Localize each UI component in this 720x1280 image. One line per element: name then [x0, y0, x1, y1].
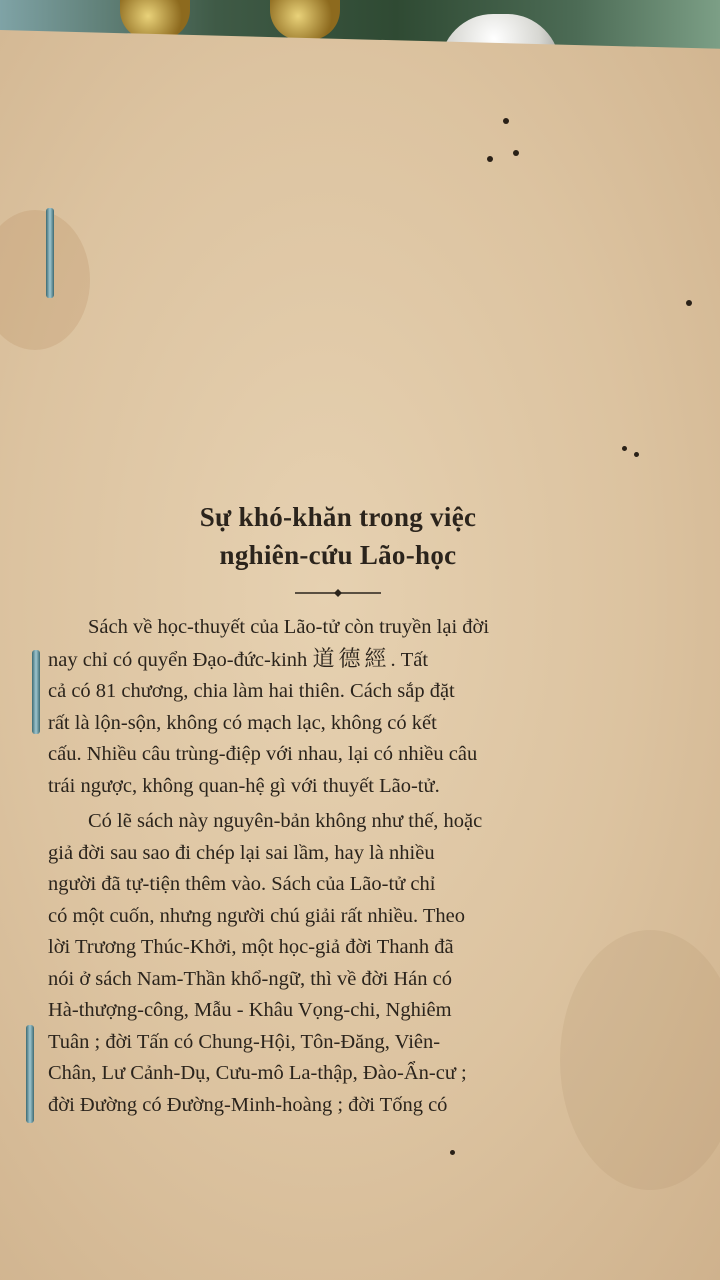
chapter-title — [48, 498, 628, 574]
paragraph-1-line-2-end: . Tất — [390, 648, 429, 671]
paragraph-1 — [48, 612, 628, 802]
ink-speck — [686, 300, 692, 306]
ink-speck — [503, 118, 509, 124]
paragraph-2-line-4: có một cuốn, nhưng người chú giải rất nhiều. Theo — [48, 904, 465, 927]
gold-statue-right — [270, 0, 340, 40]
title-divider-ornament — [293, 588, 383, 598]
paragraph-1-line-2 — [48, 644, 628, 677]
binding-staple-middle — [32, 650, 40, 734]
chapter-title-line-1: Sự khó-khăn trong việc — [199, 502, 477, 532]
ink-speck — [622, 446, 627, 451]
page-content — [48, 498, 628, 1121]
paragraph-2-line-8: Tuân ; đời Tấn có Chung-Hội, Tôn-Đăng, Viên- — [48, 1030, 441, 1053]
ink-speck — [450, 1150, 455, 1155]
ink-speck — [634, 452, 639, 457]
paper-stain — [0, 210, 90, 350]
paragraph-1-line-2-text: nay chỉ có quyển Đạo-đức-kinh — [48, 648, 308, 671]
paragraph-2-line-5: lời Trương Thúc-Khởi, một học-giả đời Thanh đã — [48, 936, 454, 958]
ink-speck — [487, 156, 493, 162]
binding-staple-top — [46, 208, 54, 298]
paragraph-2-line-9: Chân, Lư Cảnh-Dụ, Cưu-mô La-thập, Đào-Ẩn-cư ; — [48, 1062, 467, 1084]
paragraph-1-line-4: rất là lộn-sộn, không có mạch lạc, không có kết — [48, 711, 437, 734]
paragraph-2 — [48, 806, 628, 1121]
paragraph-2-line-2: giả đời sau sao đi chép lại sai lầm, hay là nhiều — [48, 841, 435, 864]
paragraph-1-line-5: cấu. Nhiều câu trùng-điệp với nhau, lại có nhiều câu — [48, 743, 478, 765]
paragraph-1-line-6: trái ngược, không quan-hệ gì với thuyết Lão-tử. — [48, 774, 440, 797]
paragraph-1-line-3: cả có 81 chương, chia làm hai thiên. Cách sắp đặt — [48, 680, 455, 702]
ink-speck — [513, 150, 519, 156]
paragraph-2-line-7: Hà-thượng-công, Mẫu - Khâu Vọng-chi, Nghiêm — [48, 999, 452, 1021]
paragraph-1-line-1: Sách về học-thuyết của Lão-tử còn truyền lại đời — [88, 616, 490, 638]
paragraph-2-line-1: Có lẽ sách này nguyên-bản không như thế, hoặc — [88, 810, 483, 832]
paragraph-2-line-6: nói ở sách Nam-Thần khổ-ngữ, thì về đời Hán có — [48, 967, 452, 990]
chapter-title-line-2: nghiên-cứu Lão-học — [219, 540, 457, 570]
binding-staple-bottom — [26, 1025, 34, 1123]
paragraph-2-line-10: đời Đường có Đường-Minh-hoàng ; đời Tống có — [48, 1093, 448, 1116]
paragraph-2-line-3: người đã tự-tiện thêm vào. Sách của Lão-tử chỉ — [48, 873, 436, 895]
chinese-title-characters: 道德經 — [312, 646, 391, 672]
